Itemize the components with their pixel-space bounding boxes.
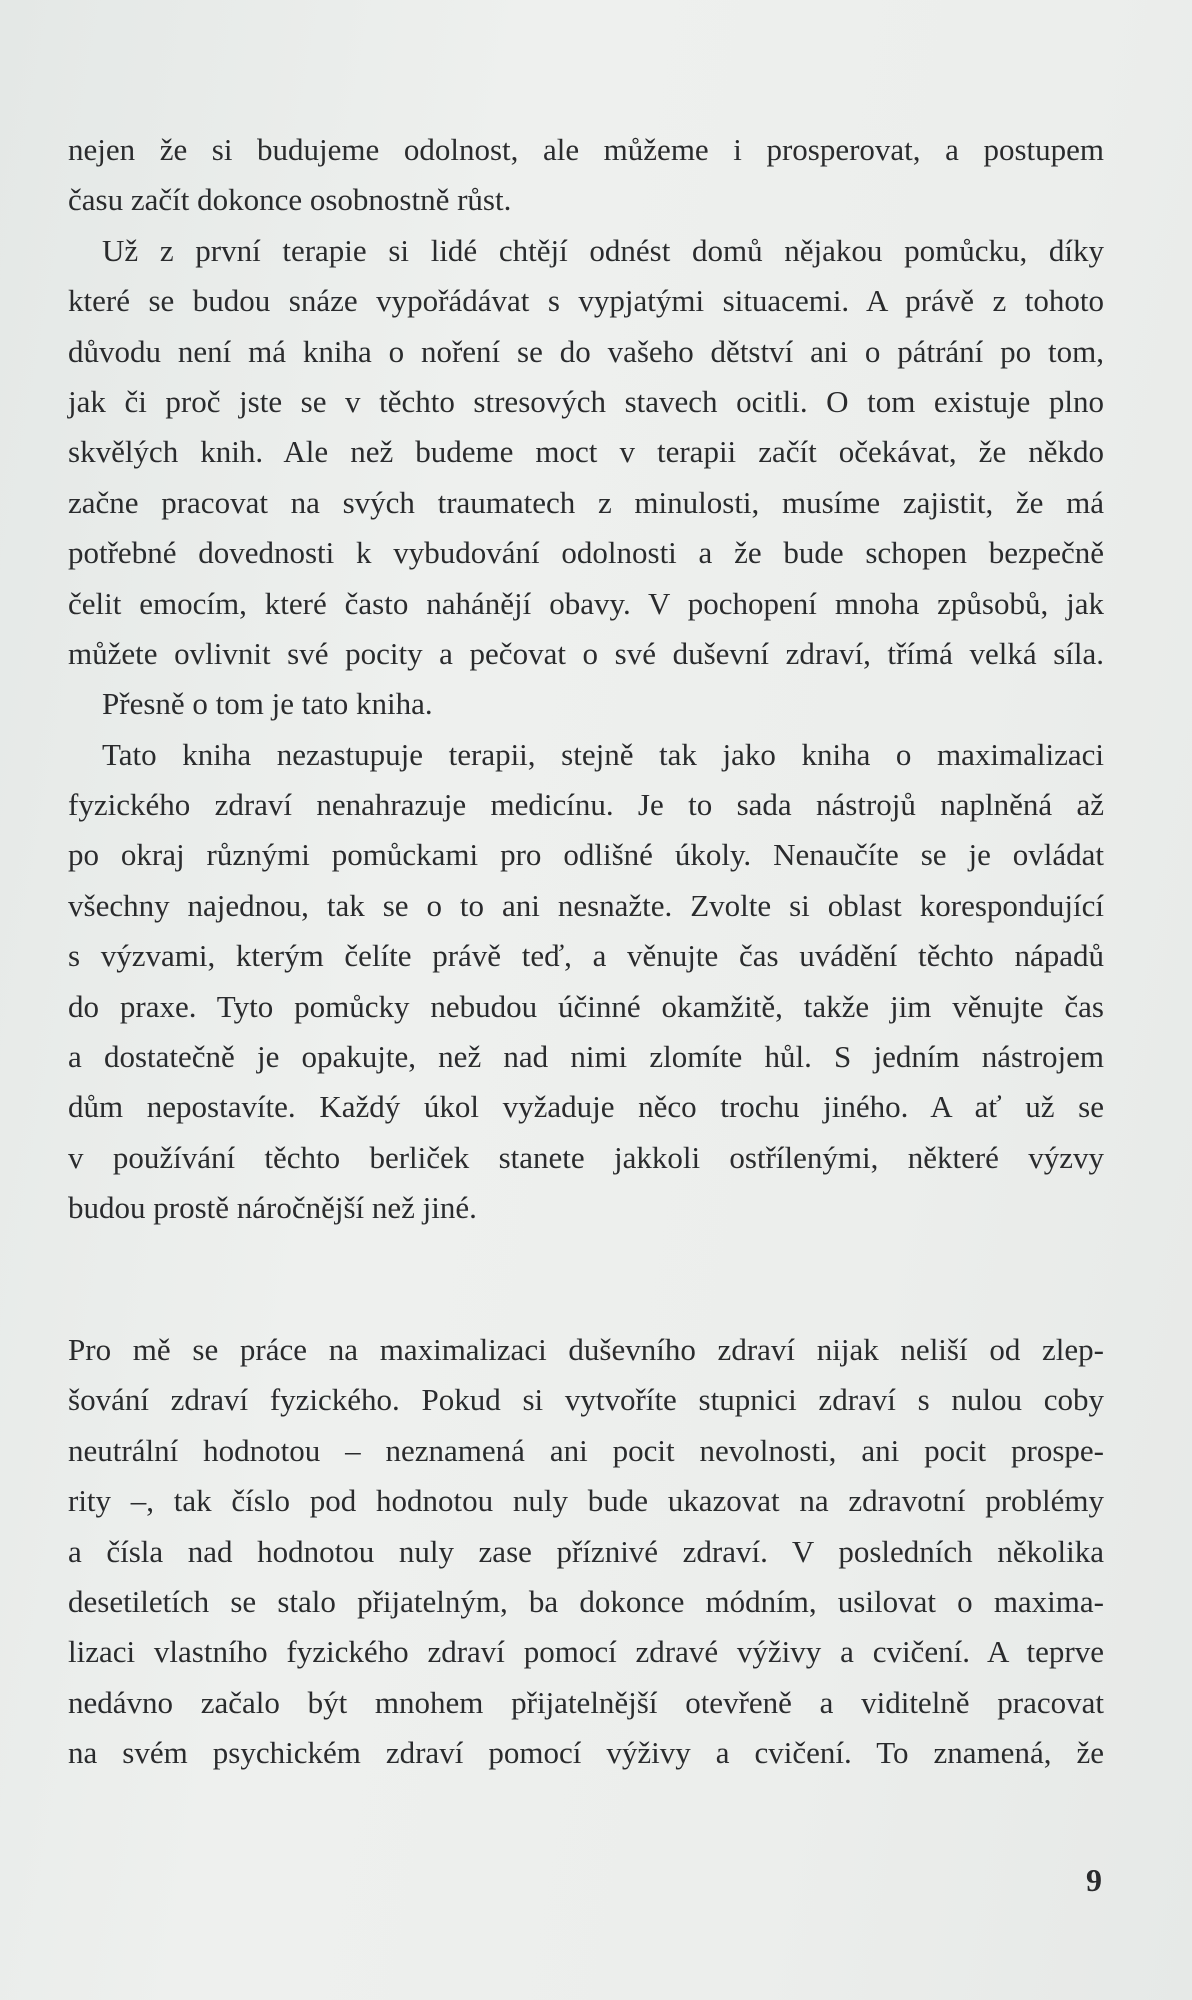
text-line: lizaci vlastního fyzického zdraví pomocí zdravé výživy a cvičení. A teprve [68,1634,1104,1670]
text-line: nedávno začalo být mnohem přijatelnější otevřeně a viditelně pracovat [68,1684,1104,1720]
text-line: času začít dokonce osobnostně růst. [68,182,512,218]
text-line: do praxe. Tyto pomůcky nebudou účinné okamžitě, takže jim věnujte čas [68,988,1104,1024]
text-line: a dostatečně je opakujte, než nad nimi zlomíte hůl. S jedním nástrojem [68,1039,1104,1075]
text-line: můžete ovlivnit své pocity a pečovat o své duševní zdraví, třímá velká síla. [68,635,1104,671]
text-line: budou prostě náročnější než jiné. [68,1190,477,1226]
text-line: potřebné dovednosti k vybudování odolnosti a že bude schopen bezpečně [68,535,1104,571]
paragraph-1 [68,125,1104,226]
text-line: desetiletích se stalo přijatelným, ba dokonce módním, usilovat o maxima- [68,1583,1104,1619]
text-line: všechny najednou, tak se o to ani nesnažte. Zvolte si oblast korespondující [68,887,1104,923]
text-line: Už z první terapie si lidé chtějí odnést domů nějakou pomůcku, díky [102,232,1104,268]
text-line: začne pracovat na svých traumatech z minulosti, musíme zajistit, že má [68,484,1104,520]
text-line: důvodu není má kniha o noření se do vašeho dětství ani o pátrání po tom, [68,333,1104,369]
paragraph-5 [68,1325,1104,1779]
text-line: fyzického zdraví nenahrazuje medicínu. Je to sada nástrojů naplněná až [68,787,1104,823]
text-line: nejen že si budujeme odolnost, ale můžeme i prosperovat, a postupem [68,132,1104,167]
text-line: jak či proč jste se v těchto stresových stavech ocitli. O tom existuje plno [68,383,1104,419]
page-number: 9 [1086,1862,1102,1898]
text-line: které se budou snáze vypořádávat s vypjatými situacemi. A právě z tohoto [68,283,1104,319]
text-line: rity –, tak číslo pod hodnotou nuly bude ukazovat na zdravotní problémy [68,1483,1104,1519]
text-line: dům nepostavíte. Každý úkol vyžaduje něco trochu jiného. A ať už se [68,1089,1104,1125]
text-line: Pro mě se práce na maximalizaci duševního zdraví nijak neliší od zlep- [68,1332,1104,1367]
text-line: a čísla nad hodnotou nuly zase příznivé zdraví. V posledních několika [68,1533,1104,1569]
text-line: šování zdraví fyzického. Pokud si vytvoříte stupnici zdraví s nulou coby [68,1382,1104,1418]
text-line: čelit emocím, které často nahánějí obavy. V pochopení mnoha způsobů, jak [68,585,1104,621]
paragraph-2 [68,226,1104,680]
text-line: Přesně o tom je tato kniha. [102,686,433,722]
text-line: Tato kniha nezastupuje terapii, stejně tak jako kniha o maximalizaci [102,736,1104,772]
text-line: na svém psychickém zdraví pomocí výživy a cvičení. To znamená, že [68,1735,1104,1771]
paragraph-3 [68,679,1104,729]
text-line: neutrální hodnotou – neznamená ani pocit nevolnosti, ani pocit prospe- [68,1432,1104,1468]
text-block-top [68,125,1104,1234]
text-line: v používání těchto berliček stanete jakkoli ostřílenými, některé výzvy [68,1139,1104,1175]
paragraph-4 [68,730,1104,1234]
text-line: skvělých knih. Ale než budeme moct v terapii začít očekávat, že někdo [68,434,1104,470]
text-line: s výzvami, kterým čelíte právě teď, a věnujte čas uvádění těchto nápadů [68,938,1104,974]
text-block-bottom [68,1325,1104,1779]
text-line: po okraj různými pomůckami pro odlišné úkoly. Nenaučíte se je ovládat [68,837,1104,873]
